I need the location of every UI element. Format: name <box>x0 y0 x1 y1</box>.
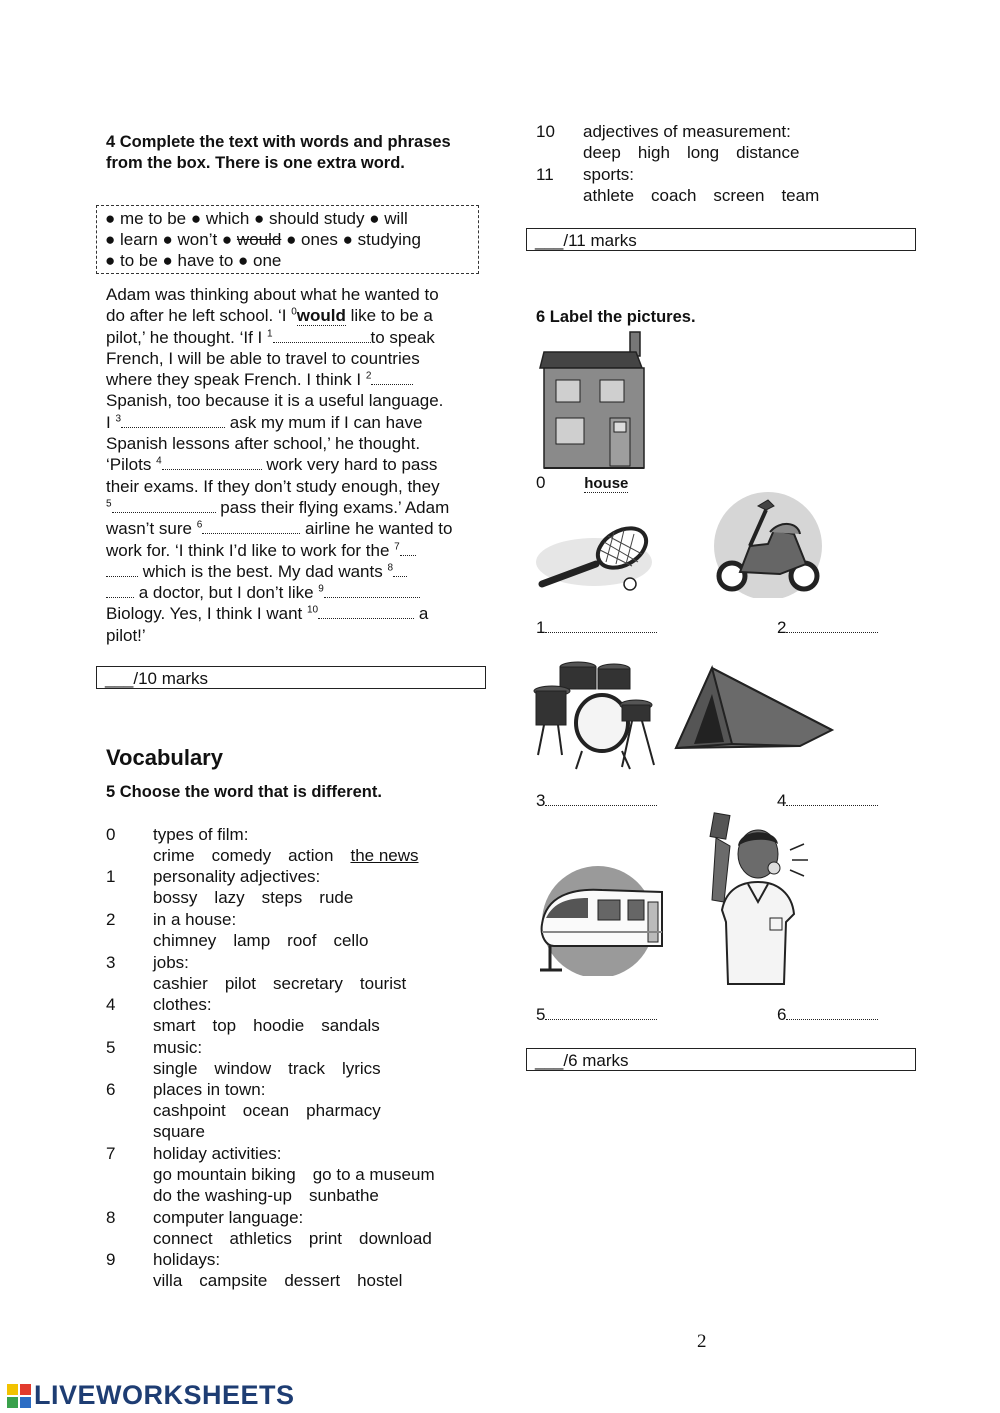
q6-title: 6 Label the pictures. <box>536 308 696 326</box>
label-6-answer-line[interactable] <box>786 1007 878 1020</box>
blank-5[interactable] <box>112 498 216 513</box>
label-4-answer-line[interactable] <box>786 793 878 806</box>
vocab-item-10[interactable]: 10 adjectives of measurement: deep high long distance <box>536 122 800 162</box>
vocab-item-6[interactable]: 6 places in town: cashpoint ocean pharmacy square <box>106 1080 381 1141</box>
q5-marks[interactable]: ___/11 marks <box>526 228 916 251</box>
label-6[interactable]: 6 <box>777 1005 878 1025</box>
example-answer: would <box>296 306 346 326</box>
q4-title: 4 Complete the text with words and phrases from the box. There is one extra word. <box>106 133 451 172</box>
label-1[interactable]: 1 <box>536 618 657 638</box>
label-5-answer-line[interactable] <box>545 1007 657 1020</box>
blank-10[interactable] <box>318 604 414 619</box>
q5-title: 5 Choose the word that is different. <box>106 783 382 801</box>
blank-6[interactable] <box>202 519 300 534</box>
blank-1[interactable] <box>273 328 371 343</box>
blank-8b[interactable] <box>106 583 134 598</box>
page-number: 2 <box>697 1331 707 1352</box>
blank-8a[interactable] <box>393 562 407 577</box>
label-0: 0 house <box>536 473 629 492</box>
example-label-answer: house <box>584 475 629 492</box>
label-3-answer-line[interactable] <box>545 793 657 806</box>
q4-passage: Adam was thinking about what he wanted to do after he left school. ‘I $^0$would like to be a pilot,’ he thought. ‘If I $^1$ to speak French, I will be able to travel to countries where they speak French. I think I $^2$ Spanish, too because it is a useful language. I $^3$ ask my mum if I can have Spanish lessons after school,’ he thought. ‘Pilots $^4$ work very hard to pass their exams. If they don’t study enough, they $^5$ pass their flying exams.’ Adam wasn’t sure $^6$ airline he wanted to work for. ‘I think I’d like to work for the $^7$ which is the best. My dad wants $^8$ a doctor, but I don’t like $^9$ Biology. Yes, I think I want $^{10}$ a pilot!’ <box>106 285 453 645</box>
label-2[interactable]: 2 <box>777 618 878 638</box>
blank-3[interactable] <box>121 413 225 428</box>
vocab-item-0: 0 types of film: crime comedy action the news <box>106 825 419 865</box>
vocab-item-9[interactable]: 9 holidays: villa campsite dessert hostel <box>106 1250 403 1290</box>
label-4[interactable]: 4 <box>777 791 878 811</box>
blank-7a[interactable] <box>400 541 416 556</box>
vocab-item-7[interactable]: 7 holiday activities: go mountain biking go to a museum do the washing-up sunbathe <box>106 1144 435 1205</box>
vocabulary-heading: Vocabulary <box>106 745 223 770</box>
vocab-item-8[interactable]: 8 computer language: connect athletics print download <box>106 1208 432 1248</box>
vocab-item-2[interactable]: 2 in a house: chimney lamp roof cello <box>106 910 369 950</box>
correct-answer-underline: the news <box>350 846 419 865</box>
scooter-picture <box>710 490 826 598</box>
q4-marks[interactable]: ___/10 marks <box>96 666 486 689</box>
tennis-racket-picture <box>534 522 654 594</box>
drum-kit-picture <box>532 655 658 771</box>
vocab-item-3[interactable]: 3 jobs: cashier pilot secretary tourist <box>106 953 407 993</box>
logo-cube-icon <box>6 1383 32 1409</box>
word-box-line-2: ● learn ● won’t ● would ● ones ● studying <box>105 230 421 249</box>
caravan-picture <box>532 862 666 976</box>
label-1-answer-line[interactable] <box>545 620 657 633</box>
referee-picture <box>700 810 812 986</box>
word-box <box>96 205 479 274</box>
word-box-line-3: ● to be ● have to ● one <box>105 251 282 270</box>
struck-word: would <box>236 230 282 249</box>
blank-9[interactable] <box>324 583 420 598</box>
blank-2[interactable] <box>371 370 413 385</box>
house-picture <box>538 330 650 470</box>
label-3[interactable]: 3 <box>536 791 657 811</box>
label-5[interactable]: 5 <box>536 1005 657 1025</box>
vocab-item-11[interactable]: 11 sports: athlete coach screen team <box>536 165 820 205</box>
q6-marks[interactable]: ___/6 marks <box>526 1048 916 1071</box>
blank-4[interactable] <box>162 455 262 470</box>
liveworksheets-logo[interactable] <box>6 1380 295 1411</box>
tent-picture <box>672 660 836 752</box>
vocab-item-4[interactable]: 4 clothes: smart top hoodie sandals <box>106 995 380 1035</box>
logo-text: LIVEWORKSHEETS <box>34 1380 295 1410</box>
vocab-item-1[interactable]: 1 personality adjectives: bossy lazy steps rude <box>106 867 354 907</box>
blank-7b[interactable] <box>106 562 138 577</box>
label-2-answer-line[interactable] <box>786 620 878 633</box>
word-box-line-1: ● me to be ● which ● should study ● will <box>105 209 408 228</box>
vocab-item-5[interactable]: 5 music: single window track lyrics <box>106 1038 381 1078</box>
